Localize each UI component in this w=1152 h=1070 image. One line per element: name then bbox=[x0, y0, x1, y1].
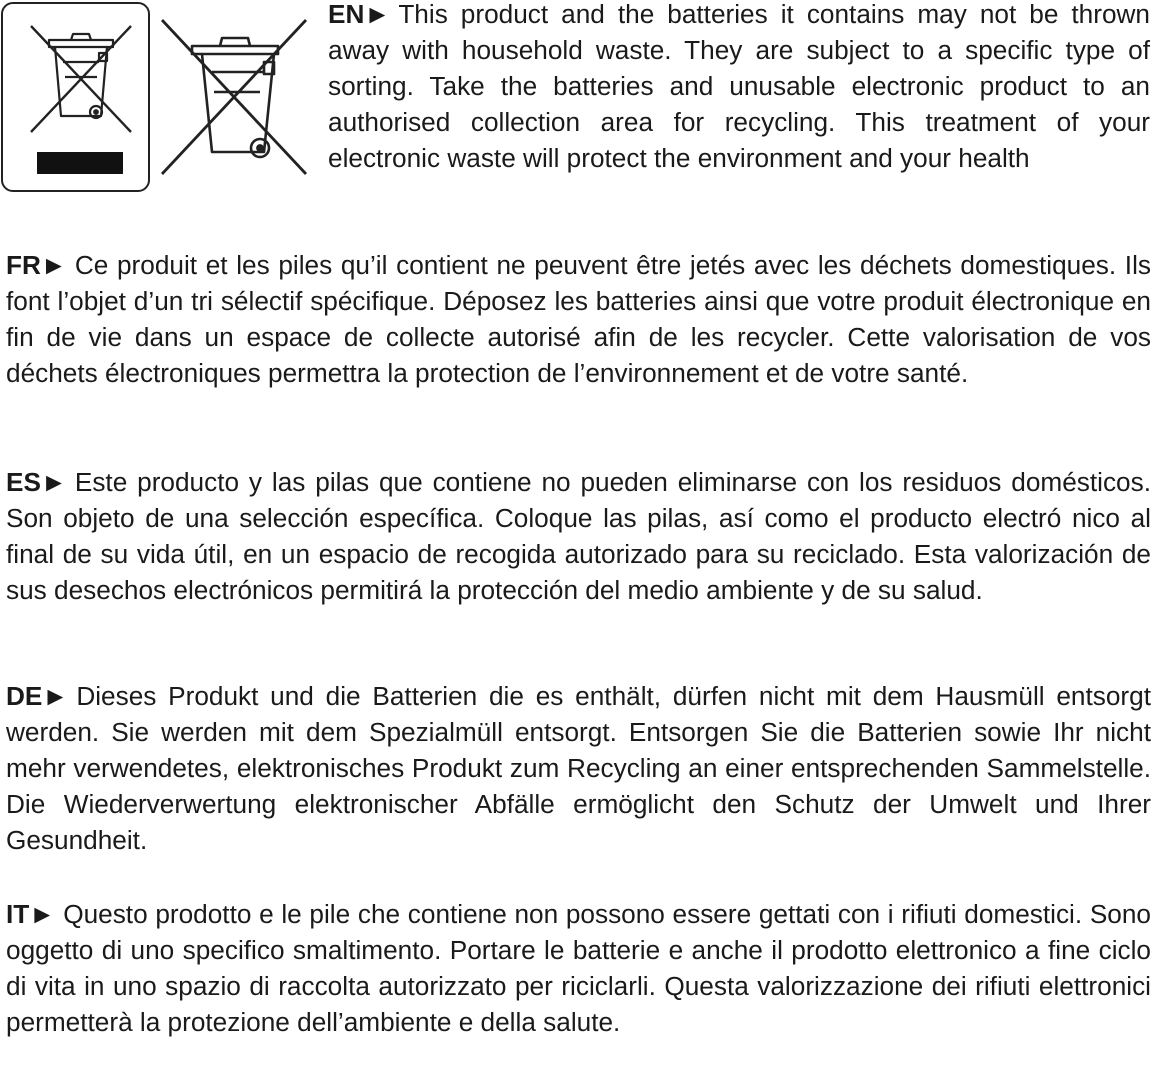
lang-code: ES bbox=[6, 467, 41, 497]
paragraph-text: Dieses Produkt und die Batterien die es enthält, dürfen nicht mit dem Hausmüll entsorgt werden. Sie werden mit dem Spezialmüll entsorgt. Entsorgen Sie die Batterien sowie Ihr nicht mehr verwendetes, elektronisches Produkt zum Recycling an einer entsprechenden Sammelstelle. Die Wiederverwertung elektronischer Abfälle ermöglicht den Schutz der Umwelt und Ihrer Gesundheit. bbox=[6, 681, 1151, 855]
paragraph-en bbox=[328, 0, 1150, 176]
paragraph-text: This product and the batteries it contains may not be thrown away with household waste. They are subject to a specific type of sorting. Take the batteries and unusable electronic product to an authorised collection area for recycling. This treatment of your electronic waste will protect the environment and your health bbox=[328, 0, 1150, 173]
arrow-marker: ► bbox=[40, 467, 67, 497]
paragraph-text: Ce produit et les piles qu’il contient ne peuvent être jetés avec les déchets domestiques. Ils font l’objet d’un tri sélectif spécifique. Déposez les batteries ainsi que votre produit électronique en fin de vie dans un espace de collecte autorisé afin de les recycler. Cette valorisation de vos déchets électroniques permettra la protection de l’environnement et de votre santé. bbox=[6, 250, 1151, 388]
weee-bin-boxed-icon bbox=[1, 2, 150, 192]
paragraph-text: Questo prodotto e le pile che contiene non possono essere gettati con i rifiuti domestici. Sono oggetto di uno specifico smaltimento. Portare le batterie e anche il prodotto elettronico a fine ciclo di vita in uno spazio di raccolta autorizzato per riciclarli. Questa valorizzazione dei rifiuti elettronici permetterà la protezione dell’ambiente e della salute. bbox=[6, 899, 1151, 1037]
paragraph-fr bbox=[6, 247, 1151, 391]
arrow-marker: ► bbox=[42, 681, 69, 711]
arrow-marker: ► bbox=[40, 250, 67, 280]
paragraph-de bbox=[6, 678, 1151, 858]
weee-bin-icon bbox=[156, 12, 308, 182]
lang-code: EN bbox=[328, 0, 365, 29]
lang-code: FR bbox=[6, 250, 41, 280]
arrow-marker: ► bbox=[364, 0, 391, 29]
lang-code: DE bbox=[6, 681, 43, 711]
arrow-marker: ► bbox=[29, 899, 56, 929]
paragraph-it bbox=[6, 896, 1151, 1040]
paragraph-es bbox=[6, 464, 1151, 608]
lang-code: IT bbox=[6, 899, 30, 929]
paragraph-text: Este producto y las pilas que contiene no pueden eliminarse con los residuos domésticos. Son objeto de una selección específica. Coloque las pilas, así como el producto electró nico al final de su vida útil, en un espacio de recogida autorizado para su reciclado. Esta valorización de sus desechos electrónicos permitirá la protección del medio ambiente y de su salud. bbox=[6, 467, 1151, 605]
